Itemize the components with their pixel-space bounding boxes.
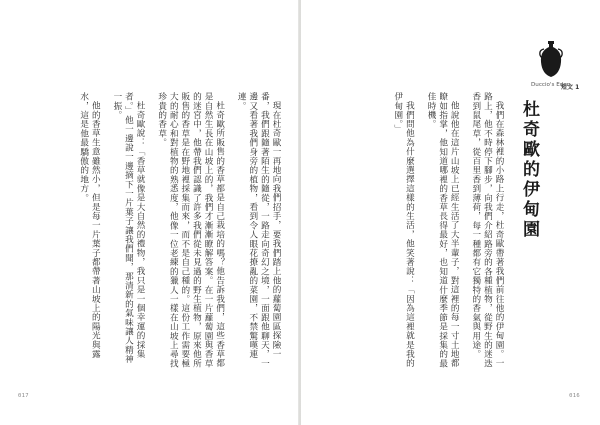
chapter-title: 杜奇歐的伊甸園 (519, 100, 539, 240)
left-paragraph-1: 現在杜奇歐一再地向我們招手，要我們踏上他的蘿蔔園區探險一番，我們跟隨著陌生的隨從，一路走向奇幻之境，一面跟他聊天，一邊又看著我們身旁的植物，看到令人眼花撩亂的菜園，不禁驚嘆連連。 (236, 92, 281, 368)
left-paragraph-3: 杜奇歐說：「香草就像是大自然的禮物，我只是一個幸運的採集者。」他一邊說一邊摘下一片葉子讓我們聞，那清新的氣味讓人精神一振。 (111, 92, 146, 364)
section-label: 短文 1 (561, 84, 580, 91)
series-label: Duccio's Eden (531, 82, 571, 88)
right-paragraph-1: 我們在森林裡的小路上行走，杜奇歐帶著我們前往他的伊甸園。一路上，他不時停下腳步，向我們介紹路旁的各種植物，從野生的迷迭香到鼠尾草，從百里香到薄荷，每一種都有它獨特的香氣與用途。 (470, 92, 504, 368)
left-paragraph-4: 他的香草生意雖然小，但是每一片葉子都帶著山坡上的陽光與露水，這是他最驕傲的地方。 (78, 92, 101, 359)
right-body-text (319, 92, 504, 370)
right-paragraph-2: 他說他在這片山坡上已經生活了大半輩子，對這裡的每一寸土地都瞭如指掌，他知道哪裡的香草長得最好，也知道什麼季節是採集的最佳時機。 (426, 92, 460, 368)
left-paragraph-2: 杜奇歐所販售的香草都是自己栽培的嗎？他告訴我們，這些香草都是自然生長在山坡上的，我們才漸漸瞭解答案。在一片蘿蔔園與香草的迷宮中，他帶我們認識了許多我們從未見過的野生植物，原來他所販售的香草是在野地裡採集而來，而不是自己種的。這份工作需要極大的耐心和對植物的熟悉度，他像一位老練的獵人一樣在山坡上尋找珍貴的香草。 (156, 92, 225, 368)
amphora-vase-icon (538, 40, 564, 80)
right-page-number: 016 (569, 393, 580, 399)
right-paragraph-3: 我們問他為什麼選擇這樣的生活，他笑著說：「因為這裡就是我的伊甸園。」 (392, 92, 415, 368)
left-page-number: 017 (18, 393, 29, 399)
left-page (0, 0, 299, 425)
right-page (301, 0, 600, 425)
left-body-text (16, 92, 281, 370)
